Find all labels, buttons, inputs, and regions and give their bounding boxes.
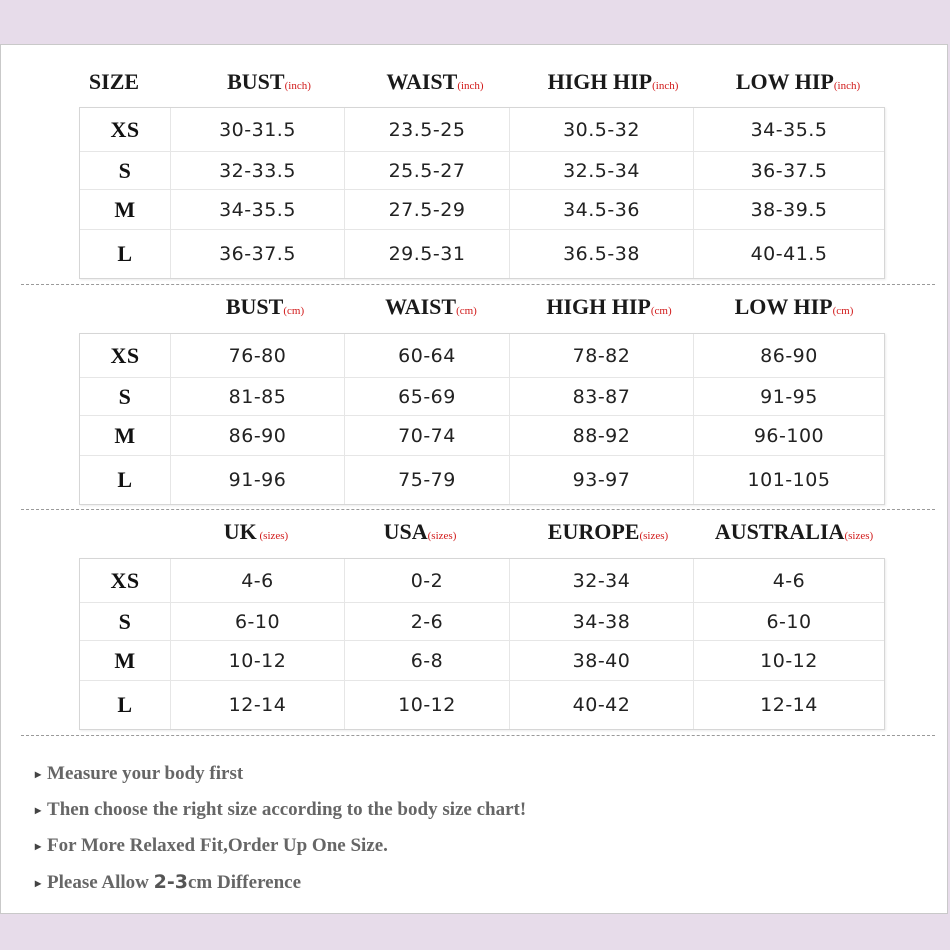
size-label-l: L [80,230,171,278]
header-uk: UK (sizes) [223,519,289,544]
table-cell: 38-40 [510,641,694,681]
table-cell: 83-87 [510,378,694,416]
table-cell: 86-90 [171,416,345,456]
note-measure-first: ▸ Measure your body first [35,763,244,784]
table-cell: 10-12 [171,641,345,681]
bullet-icon: ▸ [35,839,42,853]
table-cell: 34-35.5 [694,108,884,152]
table-cell: 30-31.5 [171,108,345,152]
table-cell: 65-69 [345,378,510,416]
header-row-sizes [1,519,947,549]
header-row-inch [1,69,947,99]
table-cell: 70-74 [345,416,510,456]
table-cell: 32-34 [510,559,694,603]
table-cell: 4-6 [171,559,345,603]
size-label-m: M [80,416,171,456]
header-bust: BUST(cm) [225,294,305,319]
table-cell: 76-80 [171,334,345,378]
section-divider [21,284,935,285]
table-cell: 23.5-25 [345,108,510,152]
size-label-l: L [80,456,171,504]
table-cell: 36.5-38 [510,230,694,278]
table-cell: 60-64 [345,334,510,378]
header-high-hip: HIGH HIP(inch) [547,69,679,94]
size-label-m: M [80,641,171,681]
header-size: SIZE [88,69,140,94]
table-cell: 96-100 [694,416,884,456]
table-cell: 36-37.5 [694,152,884,190]
section-divider [21,509,935,510]
table-cell: 6-8 [345,641,510,681]
table-cell: 27.5-29 [345,190,510,230]
table-cell: 38-39.5 [694,190,884,230]
size-label-s: S [80,603,171,641]
table-cell: 34-35.5 [171,190,345,230]
table-cell: 32.5-34 [510,152,694,190]
table-cell: 0-2 [345,559,510,603]
header-low-hip: LOW HIP(inch) [735,69,861,94]
size-label-m: M [80,190,171,230]
size-label-xs: XS [80,559,171,603]
bullet-icon: ▸ [35,876,42,890]
table-cell: 91-95 [694,378,884,416]
size-label-s: S [80,378,171,416]
table-cell: 78-82 [510,334,694,378]
header-australia: AUSTRALIA(sizes) [714,519,874,544]
size-label-s: S [80,152,171,190]
table-cell: 36-37.5 [171,230,345,278]
table-cell: 34.5-36 [510,190,694,230]
table-cell: 12-14 [760,694,818,716]
note-choose-size: ▸ Then choose the right size according to the body size chart! [35,799,527,820]
table-cell: 4-6 [694,559,884,603]
table-cell: 91-96 [171,456,345,504]
table-cell: 6-10 [694,603,884,641]
table-cell: 75-79 [345,456,510,504]
table-cell: 12-14 [171,681,345,729]
table-cell: 101-105 [747,469,831,491]
table-cell: 25.5-27 [345,152,510,190]
size-chart-card [0,44,948,914]
table-cell: 93-97 [510,456,694,504]
header-waist: WAIST(inch) [386,69,484,94]
size-table-international [79,558,885,730]
note-allow-difference: ▸ Please Allow 2-3cm Difference [35,871,302,893]
table-cell: 34-38 [510,603,694,641]
size-table-inch [79,107,885,279]
table-cell: 86-90 [694,334,884,378]
header-bust: BUST(inch) [227,69,311,94]
table-cell: 40-41.5 [750,243,828,265]
table-cell: 30.5-32 [510,108,694,152]
size-label-xs: XS [80,334,171,378]
size-table-cm [79,333,885,505]
table-cell: 10-12 [694,641,884,681]
size-label-l: L [80,681,171,729]
header-high-hip: HIGH HIP(cm) [546,294,672,319]
bullet-icon: ▸ [35,803,42,817]
table-cell: 10-12 [345,681,510,729]
table-cell: 88-92 [510,416,694,456]
section-divider [21,735,935,736]
header-usa: USA(sizes) [383,519,457,544]
size-label-xs: XS [80,108,171,152]
table-cell: 6-10 [171,603,345,641]
table-cell: 2-6 [345,603,510,641]
table-cell: 29.5-31 [345,230,510,278]
table-cell: 40-42 [510,681,694,729]
header-europe: EUROPE(sizes) [547,519,669,544]
bullet-icon: ▸ [35,767,42,781]
note-relaxed-fit: ▸ For More Relaxed Fit,Order Up One Size. [35,835,388,856]
header-row-cm [1,294,947,324]
header-waist: WAIST(cm) [385,294,477,319]
header-low-hip: LOW HIP(cm) [734,294,854,319]
table-cell: 32-33.5 [171,152,345,190]
table-cell: 81-85 [171,378,345,416]
